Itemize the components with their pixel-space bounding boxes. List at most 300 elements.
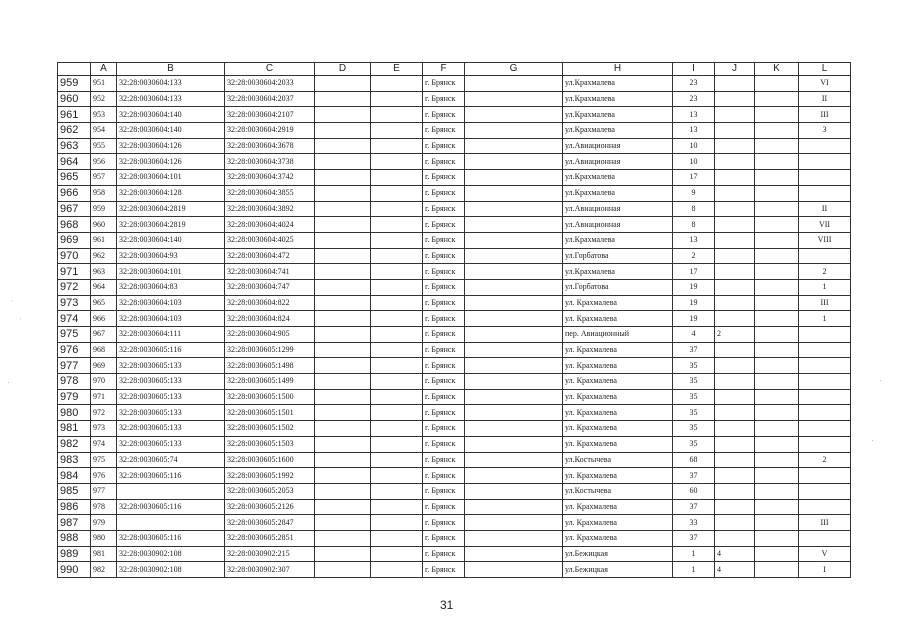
cell-e[interactable] — [371, 499, 423, 515]
cell-i[interactable]: 4 — [673, 327, 715, 343]
cell-h[interactable]: ул.Бежицкая — [563, 562, 673, 578]
cell-c[interactable]: 32:28:0030604:3738 — [225, 154, 315, 170]
cell-h[interactable]: ул. Крахмалева — [563, 436, 673, 452]
row-number[interactable]: 969 — [58, 232, 91, 248]
cell-k[interactable] — [755, 123, 799, 139]
cell-j[interactable] — [715, 405, 755, 421]
cell-e[interactable] — [371, 342, 423, 358]
cell-l[interactable]: 1 — [799, 279, 851, 295]
column-header[interactable]: E — [371, 63, 423, 76]
cell-e[interactable] — [371, 185, 423, 201]
cell-k[interactable] — [755, 154, 799, 170]
cell-l[interactable]: III — [799, 295, 851, 311]
cell-k[interactable] — [755, 530, 799, 546]
cell-l[interactable]: I — [799, 562, 851, 578]
cell-j[interactable] — [715, 389, 755, 405]
column-header[interactable]: A — [91, 63, 117, 76]
row-number[interactable]: 965 — [58, 170, 91, 186]
cell-e[interactable] — [371, 295, 423, 311]
row-number[interactable]: 979 — [58, 389, 91, 405]
row-number[interactable]: 990 — [58, 562, 91, 578]
row-number[interactable]: 981 — [58, 421, 91, 437]
cell-i[interactable]: 10 — [673, 138, 715, 154]
cell-j[interactable] — [715, 279, 755, 295]
cell-f[interactable]: г. Брянск — [423, 201, 465, 217]
cell-c[interactable]: 32:28:0030604:3742 — [225, 170, 315, 186]
cell-f[interactable]: г. Брянск — [423, 499, 465, 515]
cell-i[interactable]: 1 — [673, 546, 715, 562]
cell-a[interactable]: 956 — [91, 154, 117, 170]
column-header[interactable]: B — [117, 63, 225, 76]
cell-f[interactable]: г. Брянск — [423, 530, 465, 546]
cell-a[interactable]: 955 — [91, 138, 117, 154]
cell-j[interactable] — [715, 342, 755, 358]
cell-j[interactable] — [715, 468, 755, 484]
cell-d[interactable] — [315, 217, 371, 233]
cell-g[interactable] — [465, 295, 563, 311]
row-number[interactable]: 975 — [58, 327, 91, 343]
cell-f[interactable]: г. Брянск — [423, 248, 465, 264]
cell-f[interactable]: г. Брянск — [423, 170, 465, 186]
cell-i[interactable]: 35 — [673, 405, 715, 421]
cell-l[interactable] — [799, 389, 851, 405]
cell-j[interactable] — [715, 515, 755, 531]
cell-a[interactable]: 972 — [91, 405, 117, 421]
cell-f[interactable]: г. Брянск — [423, 389, 465, 405]
cell-k[interactable] — [755, 201, 799, 217]
cell-e[interactable] — [371, 217, 423, 233]
cell-d[interactable] — [315, 499, 371, 515]
cell-i[interactable]: 35 — [673, 358, 715, 374]
cell-h[interactable]: ул.Горбатова — [563, 279, 673, 295]
row-number[interactable]: 968 — [58, 217, 91, 233]
cell-a[interactable]: 965 — [91, 295, 117, 311]
cell-b[interactable]: 32:28:0030604:103 — [117, 295, 225, 311]
cell-d[interactable] — [315, 170, 371, 186]
cell-i[interactable]: 37 — [673, 468, 715, 484]
cell-f[interactable]: г. Брянск — [423, 138, 465, 154]
cell-h[interactable]: ул.Авиационная — [563, 138, 673, 154]
cell-j[interactable] — [715, 138, 755, 154]
cell-k[interactable] — [755, 389, 799, 405]
cell-a[interactable]: 979 — [91, 515, 117, 531]
cell-i[interactable]: 37 — [673, 530, 715, 546]
cell-l[interactable]: II — [799, 201, 851, 217]
cell-d[interactable] — [315, 421, 371, 437]
cell-l[interactable] — [799, 530, 851, 546]
cell-b[interactable]: 32:28:0030604:111 — [117, 327, 225, 343]
cell-d[interactable] — [315, 232, 371, 248]
cell-h[interactable]: ул. Крахмалева — [563, 374, 673, 390]
cell-d[interactable] — [315, 327, 371, 343]
cell-i[interactable]: 13 — [673, 232, 715, 248]
cell-b[interactable]: 32:28:0030604:2819 — [117, 217, 225, 233]
cell-g[interactable] — [465, 546, 563, 562]
cell-b[interactable]: 32:28:0030605:74 — [117, 452, 225, 468]
cell-h[interactable]: ул.Авиационная — [563, 201, 673, 217]
cell-g[interactable] — [465, 358, 563, 374]
cell-d[interactable] — [315, 530, 371, 546]
cell-l[interactable]: VI — [799, 76, 851, 92]
cell-i[interactable]: 60 — [673, 483, 715, 499]
row-number[interactable]: 967 — [58, 201, 91, 217]
cell-b[interactable]: 32:28:0030605:133 — [117, 358, 225, 374]
cell-j[interactable] — [715, 358, 755, 374]
cell-a[interactable]: 957 — [91, 170, 117, 186]
cell-c[interactable]: 32:28:0030604:3678 — [225, 138, 315, 154]
cell-e[interactable] — [371, 123, 423, 139]
cell-a[interactable]: 967 — [91, 327, 117, 343]
cell-c[interactable]: 32:28:0030604:4025 — [225, 232, 315, 248]
cell-a[interactable]: 981 — [91, 546, 117, 562]
cell-k[interactable] — [755, 483, 799, 499]
row-number[interactable]: 962 — [58, 123, 91, 139]
cell-h[interactable]: ул. Крахмалева — [563, 389, 673, 405]
cell-e[interactable] — [371, 232, 423, 248]
row-number[interactable]: 978 — [58, 374, 91, 390]
cell-i[interactable]: 10 — [673, 154, 715, 170]
cell-e[interactable] — [371, 279, 423, 295]
cell-d[interactable] — [315, 279, 371, 295]
cell-d[interactable] — [315, 562, 371, 578]
cell-d[interactable] — [315, 91, 371, 107]
cell-b[interactable]: 32:28:0030605:116 — [117, 342, 225, 358]
cell-j[interactable] — [715, 232, 755, 248]
cell-l[interactable] — [799, 185, 851, 201]
cell-b[interactable]: 32:28:0030605:116 — [117, 468, 225, 484]
cell-d[interactable] — [315, 107, 371, 123]
cell-d[interactable] — [315, 468, 371, 484]
cell-d[interactable] — [315, 374, 371, 390]
cell-l[interactable] — [799, 248, 851, 264]
row-number[interactable]: 982 — [58, 436, 91, 452]
cell-i[interactable]: 17 — [673, 264, 715, 280]
cell-f[interactable]: г. Брянск — [423, 452, 465, 468]
cell-g[interactable] — [465, 515, 563, 531]
cell-l[interactable] — [799, 374, 851, 390]
cell-b[interactable]: 32:28:0030604:133 — [117, 76, 225, 92]
cell-b[interactable]: 32:28:0030605:116 — [117, 499, 225, 515]
cell-a[interactable]: 976 — [91, 468, 117, 484]
cell-c[interactable]: 32:28:0030604:3892 — [225, 201, 315, 217]
cell-l[interactable]: II — [799, 91, 851, 107]
cell-k[interactable] — [755, 342, 799, 358]
cell-i[interactable]: 23 — [673, 91, 715, 107]
cell-l[interactable]: III — [799, 107, 851, 123]
cell-g[interactable] — [465, 311, 563, 327]
cell-c[interactable]: 32:28:0030605:1299 — [225, 342, 315, 358]
column-header[interactable]: C — [225, 63, 315, 76]
cell-d[interactable] — [315, 546, 371, 562]
cell-k[interactable] — [755, 217, 799, 233]
cell-e[interactable] — [371, 421, 423, 437]
cell-d[interactable] — [315, 405, 371, 421]
cell-e[interactable] — [371, 546, 423, 562]
cell-a[interactable]: 978 — [91, 499, 117, 515]
cell-b[interactable]: 32:28:0030604:128 — [117, 185, 225, 201]
cell-c[interactable]: 32:28:0030604:2033 — [225, 76, 315, 92]
cell-h[interactable]: ул.Крахмалева — [563, 232, 673, 248]
row-number[interactable]: 963 — [58, 138, 91, 154]
cell-b[interactable]: 32:28:0030604:103 — [117, 311, 225, 327]
cell-j[interactable] — [715, 91, 755, 107]
row-number[interactable]: 973 — [58, 295, 91, 311]
cell-c[interactable]: 32:28:0030604:824 — [225, 311, 315, 327]
cell-k[interactable] — [755, 295, 799, 311]
cell-a[interactable]: 961 — [91, 232, 117, 248]
row-number[interactable]: 971 — [58, 264, 91, 280]
cell-g[interactable] — [465, 483, 563, 499]
cell-l[interactable]: 1 — [799, 311, 851, 327]
column-header[interactable]: G — [465, 63, 563, 76]
cell-f[interactable]: г. Брянск — [423, 311, 465, 327]
cell-g[interactable] — [465, 436, 563, 452]
cell-j[interactable]: 4 — [715, 546, 755, 562]
cell-f[interactable]: г. Брянск — [423, 264, 465, 280]
cell-h[interactable]: ул. Крахмалева — [563, 358, 673, 374]
cell-b[interactable]: 32:28:0030605:133 — [117, 374, 225, 390]
cell-h[interactable]: ул.Авиационная — [563, 154, 673, 170]
cell-k[interactable] — [755, 138, 799, 154]
cell-e[interactable] — [371, 76, 423, 92]
cell-h[interactable]: ул.Крахмалева — [563, 185, 673, 201]
cell-h[interactable]: ул.Авиационная — [563, 217, 673, 233]
cell-j[interactable] — [715, 123, 755, 139]
cell-g[interactable] — [465, 107, 563, 123]
cell-f[interactable]: г. Брянск — [423, 405, 465, 421]
cell-g[interactable] — [465, 138, 563, 154]
cell-f[interactable]: г. Брянск — [423, 374, 465, 390]
cell-a[interactable]: 966 — [91, 311, 117, 327]
cell-c[interactable]: 32:28:0030902:307 — [225, 562, 315, 578]
cell-c[interactable]: 32:28:0030604:2919 — [225, 123, 315, 139]
cell-g[interactable] — [465, 76, 563, 92]
cell-a[interactable]: 963 — [91, 264, 117, 280]
cell-j[interactable] — [715, 76, 755, 92]
cell-a[interactable]: 982 — [91, 562, 117, 578]
cell-l[interactable]: VII — [799, 217, 851, 233]
row-number[interactable]: 987 — [58, 515, 91, 531]
cell-j[interactable] — [715, 436, 755, 452]
cell-c[interactable]: 32:28:0030604:747 — [225, 279, 315, 295]
cell-g[interactable] — [465, 154, 563, 170]
cell-g[interactable] — [465, 123, 563, 139]
cell-i[interactable]: 1 — [673, 562, 715, 578]
cell-k[interactable] — [755, 248, 799, 264]
cell-i[interactable]: 13 — [673, 123, 715, 139]
cell-f[interactable]: г. Брянск — [423, 436, 465, 452]
cell-d[interactable] — [315, 483, 371, 499]
cell-l[interactable] — [799, 170, 851, 186]
cell-b[interactable]: 32:28:0030604:83 — [117, 279, 225, 295]
cell-b[interactable]: 32:28:0030604:101 — [117, 170, 225, 186]
cell-f[interactable]: г. Брянск — [423, 358, 465, 374]
cell-a[interactable]: 971 — [91, 389, 117, 405]
column-header[interactable]: F — [423, 63, 465, 76]
cell-c[interactable]: 32:28:0030604:2037 — [225, 91, 315, 107]
cell-b[interactable]: 32:28:0030902:108 — [117, 546, 225, 562]
cell-h[interactable]: ул.Крахмалева — [563, 76, 673, 92]
column-header[interactable]: L — [799, 63, 851, 76]
cell-d[interactable] — [315, 389, 371, 405]
cell-b[interactable] — [117, 483, 225, 499]
cell-b[interactable]: 32:28:0030604:2819 — [117, 201, 225, 217]
cell-j[interactable] — [715, 154, 755, 170]
cell-b[interactable]: 32:28:0030604:140 — [117, 107, 225, 123]
cell-k[interactable] — [755, 279, 799, 295]
cell-k[interactable] — [755, 562, 799, 578]
cell-a[interactable]: 973 — [91, 421, 117, 437]
cell-l[interactable] — [799, 499, 851, 515]
row-number[interactable]: 959 — [58, 76, 91, 92]
cell-j[interactable] — [715, 248, 755, 264]
cell-l[interactable] — [799, 358, 851, 374]
cell-h[interactable]: ул.Крахмалева — [563, 123, 673, 139]
cell-g[interactable] — [465, 170, 563, 186]
cell-i[interactable]: 35 — [673, 389, 715, 405]
cell-b[interactable]: 32:28:0030604:93 — [117, 248, 225, 264]
cell-h[interactable]: ул. Крахмалева — [563, 468, 673, 484]
cell-j[interactable] — [715, 107, 755, 123]
cell-g[interactable] — [465, 421, 563, 437]
cell-j[interactable] — [715, 374, 755, 390]
row-number[interactable]: 974 — [58, 311, 91, 327]
cell-a[interactable]: 958 — [91, 185, 117, 201]
cell-g[interactable] — [465, 91, 563, 107]
cell-c[interactable]: 32:28:0030604:4024 — [225, 217, 315, 233]
cell-j[interactable] — [715, 499, 755, 515]
cell-d[interactable] — [315, 76, 371, 92]
cell-f[interactable]: г. Брянск — [423, 91, 465, 107]
row-number[interactable]: 984 — [58, 468, 91, 484]
cell-f[interactable]: г. Брянск — [423, 342, 465, 358]
cell-a[interactable]: 953 — [91, 107, 117, 123]
cell-i[interactable]: 8 — [673, 217, 715, 233]
cell-h[interactable]: ул.Крахмалева — [563, 107, 673, 123]
cell-i[interactable]: 8 — [673, 201, 715, 217]
cell-d[interactable] — [315, 123, 371, 139]
column-header[interactable]: J — [715, 63, 755, 76]
cell-j[interactable] — [715, 421, 755, 437]
cell-g[interactable] — [465, 405, 563, 421]
cell-j[interactable] — [715, 217, 755, 233]
cell-f[interactable]: г. Брянск — [423, 76, 465, 92]
cell-c[interactable]: 32:28:0030604:905 — [225, 327, 315, 343]
cell-f[interactable]: г. Брянск — [423, 107, 465, 123]
cell-h[interactable]: ул.Крахмалева — [563, 264, 673, 280]
cell-a[interactable]: 968 — [91, 342, 117, 358]
cell-b[interactable]: 32:28:0030605:133 — [117, 421, 225, 437]
cell-j[interactable] — [715, 185, 755, 201]
cell-f[interactable]: г. Брянск — [423, 123, 465, 139]
cell-e[interactable] — [371, 530, 423, 546]
cell-a[interactable]: 962 — [91, 248, 117, 264]
cell-e[interactable] — [371, 515, 423, 531]
cell-k[interactable] — [755, 468, 799, 484]
cell-g[interactable] — [465, 530, 563, 546]
cell-b[interactable]: 32:28:0030604:140 — [117, 232, 225, 248]
cell-f[interactable]: г. Брянск — [423, 483, 465, 499]
cell-i[interactable]: 35 — [673, 436, 715, 452]
cell-l[interactable]: 3 — [799, 123, 851, 139]
cell-i[interactable]: 19 — [673, 311, 715, 327]
cell-d[interactable] — [315, 452, 371, 468]
cell-b[interactable]: 32:28:0030604:101 — [117, 264, 225, 280]
cell-g[interactable] — [465, 279, 563, 295]
cell-l[interactable] — [799, 327, 851, 343]
cell-a[interactable]: 974 — [91, 436, 117, 452]
cell-b[interactable]: 32:28:0030605:133 — [117, 389, 225, 405]
cell-f[interactable]: г. Брянск — [423, 421, 465, 437]
cell-g[interactable] — [465, 389, 563, 405]
cell-k[interactable] — [755, 76, 799, 92]
cell-h[interactable]: ул. Крахмалева — [563, 421, 673, 437]
cell-k[interactable] — [755, 405, 799, 421]
cell-h[interactable]: ул. Крахмалева — [563, 530, 673, 546]
cell-h[interactable]: пер. Авиационный — [563, 327, 673, 343]
cell-h[interactable]: ул. Крахмалева — [563, 311, 673, 327]
cell-l[interactable]: 2 — [799, 452, 851, 468]
cell-b[interactable]: 32:28:0030604:133 — [117, 91, 225, 107]
cell-e[interactable] — [371, 138, 423, 154]
column-header[interactable]: D — [315, 63, 371, 76]
cell-l[interactable] — [799, 483, 851, 499]
cell-k[interactable] — [755, 264, 799, 280]
cell-f[interactable]: г. Брянск — [423, 327, 465, 343]
cell-i[interactable]: 33 — [673, 515, 715, 531]
cell-l[interactable] — [799, 421, 851, 437]
cell-a[interactable]: 970 — [91, 374, 117, 390]
cell-c[interactable]: 32:28:0030605:1498 — [225, 358, 315, 374]
cell-f[interactable]: г. Брянск — [423, 217, 465, 233]
cell-b[interactable]: 32:28:0030902:108 — [117, 562, 225, 578]
cell-e[interactable] — [371, 483, 423, 499]
cell-f[interactable]: г. Брянск — [423, 468, 465, 484]
cell-c[interactable]: 32:28:0030604:3855 — [225, 185, 315, 201]
cell-k[interactable] — [755, 311, 799, 327]
cell-j[interactable] — [715, 264, 755, 280]
cell-b[interactable]: 32:28:0030605:133 — [117, 405, 225, 421]
row-number[interactable]: 966 — [58, 185, 91, 201]
cell-h[interactable]: ул. Крахмалева — [563, 499, 673, 515]
cell-f[interactable]: г. Брянск — [423, 279, 465, 295]
cell-g[interactable] — [465, 562, 563, 578]
row-number[interactable]: 988 — [58, 530, 91, 546]
cell-e[interactable] — [371, 107, 423, 123]
cell-k[interactable] — [755, 436, 799, 452]
cell-h[interactable]: ул.Костычева — [563, 483, 673, 499]
cell-c[interactable]: 32:28:0030604:472 — [225, 248, 315, 264]
cell-k[interactable] — [755, 515, 799, 531]
cell-g[interactable] — [465, 452, 563, 468]
cell-c[interactable]: 32:28:0030605:1499 — [225, 374, 315, 390]
cell-f[interactable]: г. Брянск — [423, 515, 465, 531]
cell-a[interactable]: 964 — [91, 279, 117, 295]
cell-c[interactable]: 32:28:0030605:2851 — [225, 530, 315, 546]
cell-k[interactable] — [755, 358, 799, 374]
cell-e[interactable] — [371, 327, 423, 343]
cell-k[interactable] — [755, 499, 799, 515]
row-number[interactable]: 989 — [58, 546, 91, 562]
cell-d[interactable] — [315, 311, 371, 327]
row-number[interactable]: 964 — [58, 154, 91, 170]
row-number[interactable]: 985 — [58, 483, 91, 499]
cell-c[interactable]: 32:28:0030604:741 — [225, 264, 315, 280]
cell-c[interactable]: 32:28:0030902:215 — [225, 546, 315, 562]
cell-d[interactable] — [315, 154, 371, 170]
row-number[interactable]: 980 — [58, 405, 91, 421]
cell-j[interactable] — [715, 530, 755, 546]
